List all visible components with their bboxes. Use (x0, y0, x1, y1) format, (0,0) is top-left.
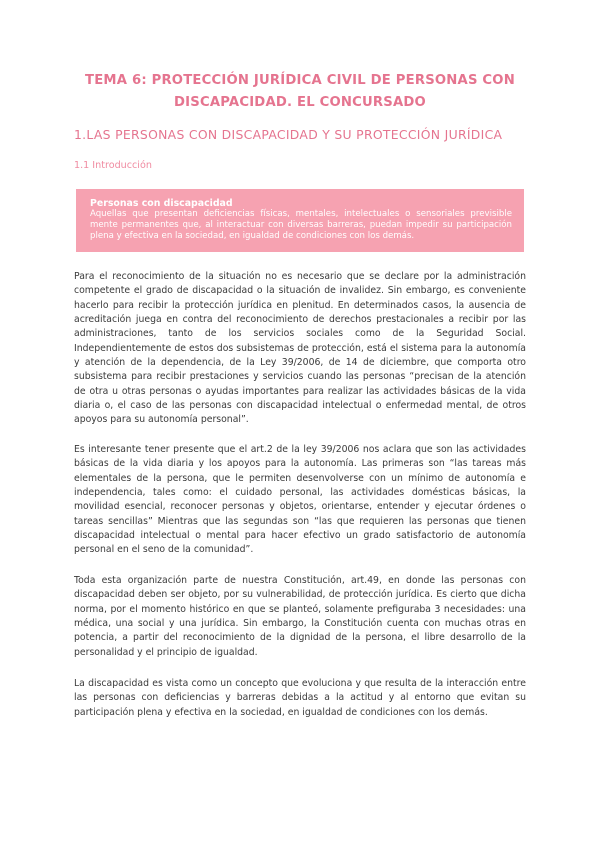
section-heading: 1.LAS PERSONAS CON DISCAPACIDAD Y SU PROTECCIÓN JURÍDICA (74, 127, 503, 142)
body-paragraph-2: Es interesante tener presente que el art.2 de la ley 39/2006 nos aclara que son las actividades básicas de la vida diaria y los apoyos para la autonomía. Las primeras son “las tareas más elementales de la persona, que le permiten desenvolverse con un mínimo de autonomía e independencia, tales como: el cuidado personal, las actividades domésticas básicas, la movilidad esencial, reconocer personas y objetos, orientarse, entender y ejecutar órdenes o tareas sencillas” Mientras que las segundas son “las que requieren las personas que tienen discapacidad intelectual o mental para hacer efectivo un grado satisfactorio de autonomía personal en el seno de la comunidad”. (74, 444, 526, 556)
document-title-line-2: DISCAPACIDAD. EL CONCURSADO (174, 95, 426, 110)
document-title (60, 70, 540, 114)
body-paragraph-3: Toda esta organización parte de nuestra Constitución, art.49, en donde las personas con discapacidad deben ser objeto, por su vulnerabilidad, de protección jurídica. Es cierto que dicha norma, por el momento histórico en que se planteó, solamente prefiguraba 3 necesidades: una médica, una social y una jurídica. Sin embargo, la Constitución cuenta con muchas otras en potencia, a partir del reconocimiento de la dignidad de la persona, el libre desarrollo de la personalidad y el principio de igualdad. (74, 575, 526, 658)
document-title-line-1: TEMA 6: PROTECCIÓN JURÍDICA CIVIL DE PERSONAS CON (85, 73, 515, 88)
body-paragraph-4: La discapacidad es vista como un concepto que evoluciona y que resulta de la interacción entre las personas con deficiencias y barreras debidas a la actitud y al entorno que evitan su participación plena y efectiva en la sociedad, en igualdad de condiciones con los demás. (74, 678, 526, 718)
callout-text: Aquellas que presentan deficiencias físicas, mentales, intelectuales o sensoriales previsible mente permanentes que, al interactuar con diversas barreras, puedan impedir su participación plena y efectiva en la sociedad, en igualdad de condiciones con los demás. (90, 209, 512, 241)
definition-callout (76, 189, 524, 252)
body-paragraph-1: Para el reconocimiento de la situación no es necesario que se declare por la administración competente el grado de discapacidad o la situación de invalidez. Sin embargo, es conveniente hacerlo para recibir la protección jurídica en plenitud. En determinados casos, la ausencia de acreditación juega en contra del reconocimiento de derechos prestacionales a recibir por las administraciones, tanto de los servicios sociales como de la Seguridad Social. Independientemente de estos dos subsistemas de protección, está el sistema para la autonomía y atención de la dependencia, de la Ley 39/2006, de 14 de diciembre, que comporta otro subsistema para recibir prestaciones y servicios cuando las personas “precisan de la atención de otra u otras personas o ayudas importantes para realizar las actividades básicas de la vida diaria o, el caso de las personas con discapacidad intelectual o enfermedad mental, de otros apoyos para su autonomía personal”. (74, 271, 526, 426)
subsection-heading: 1.1 Introducción (74, 160, 152, 171)
callout-title: Personas con discapacidad (90, 198, 233, 209)
